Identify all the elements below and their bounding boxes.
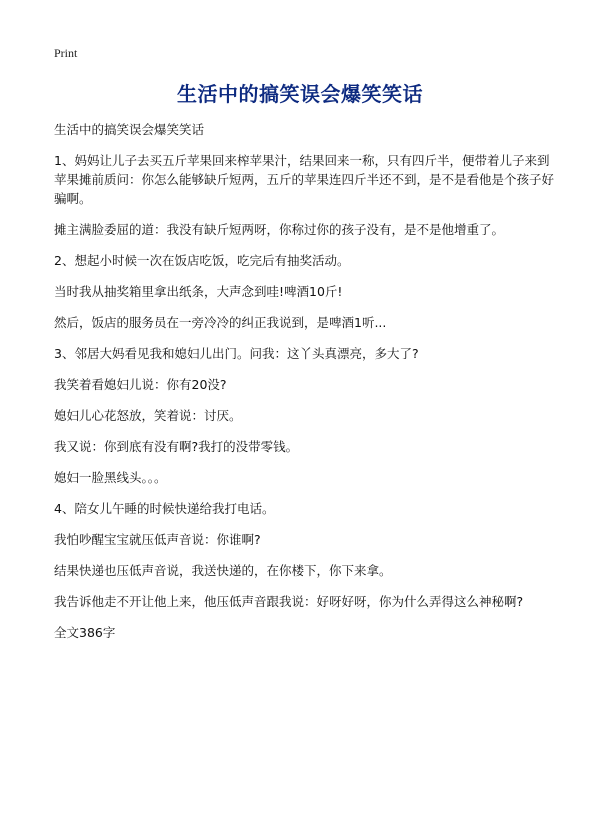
article-paragraph: 当时我从抽奖箱里拿出纸条，大声念到哇!啤酒10斤!	[54, 284, 343, 299]
article-paragraph: 媳妇儿心花怒放，笑着说：讨厌。	[54, 408, 242, 423]
print-link[interactable]: Print	[54, 46, 78, 60]
article-body	[54, 120, 554, 654]
article-paragraph: 然后，饭店的服务员在一旁冷冷的纠正我说到，是啤酒1听...	[54, 315, 387, 330]
article-paragraph: 我怕吵醒宝宝就压低声音说：你谁啊?	[54, 532, 261, 547]
article-paragraph: 4、陪女儿午睡的时候快递给我打电话。	[54, 501, 275, 516]
article-paragraph: 摊主满脸委屈的道：我没有缺斤短两呀，你称过你的孩子没有，是不是他增重了。	[54, 222, 505, 237]
article-paragraph: 结果快递也压低声音说，我送快递的，在你楼下，你下来拿。	[54, 563, 392, 578]
word-count: 全文386字	[54, 625, 116, 640]
article-paragraph: 媳妇一脸黑线头。。。	[54, 470, 167, 485]
article-paragraph: 我笑着看媳妇儿说：你有20没?	[54, 377, 227, 392]
article-paragraph: 2、想起小时候一次在饭店吃饭，吃完后有抽奖活动。	[54, 253, 350, 268]
article-subtitle: 生活中的搞笑误会爆笑笑话	[54, 122, 205, 137]
page-title: 生活中的搞笑误会爆笑笑话	[177, 82, 423, 106]
article-paragraph: 1、妈妈让儿子去买五斤苹果回来榨苹果汁，结果回来一称，只有四斤半，便带着儿子来到苹果摊前质问：你怎么能够缺斤短两，五斤的苹果连四斤半还不到，是不是看他是个孩子好骗啊。	[54, 153, 555, 206]
article-paragraph: 我告诉他走不开让他上来，他压低声音跟我说：好呀好呀，你为什么弄得这么神秘啊?	[54, 594, 524, 609]
article-paragraph: 我又说：你到底有没有啊?我打的没带零钱。	[54, 439, 299, 454]
article-paragraph: 3、邻居大妈看见我和媳妇儿出门。问我：这丫头真漂亮，多大了?	[54, 346, 419, 361]
